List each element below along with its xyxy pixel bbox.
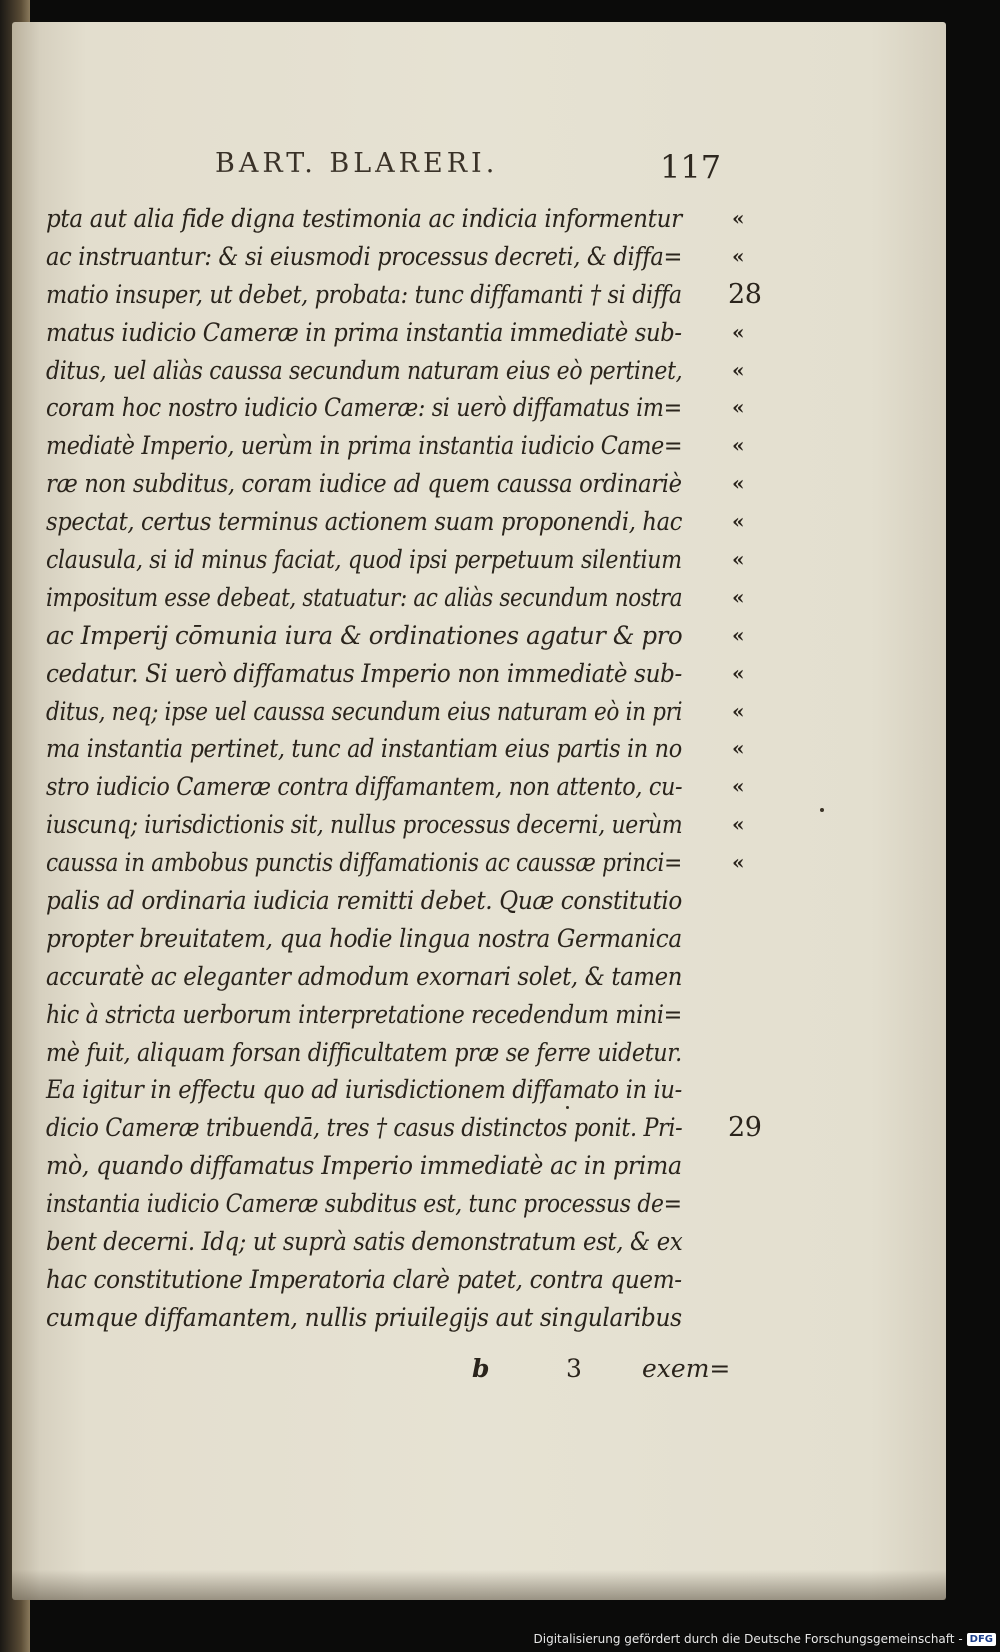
dfg-logo-icon: DFG <box>967 1633 996 1646</box>
running-head: BART. BLARERI. <box>215 148 499 179</box>
digitization-credit <box>534 1628 997 1650</box>
text-line <box>46 465 745 503</box>
text-line <box>46 1109 762 1147</box>
text-line <box>46 617 745 655</box>
line-text: ma instantia pertinet, tunc ad instantiam eius partis in no <box>46 734 682 764</box>
margin-quote-mark: « <box>732 319 745 344</box>
line-text: caussa in ambobus punctis diffamationis ac caussæ princi= <box>46 848 682 878</box>
margin-quote-mark: « <box>732 471 745 496</box>
text-line <box>46 238 745 276</box>
text-line <box>46 200 745 238</box>
margin-quote-mark: « <box>732 433 745 458</box>
page-number: 117 <box>660 148 722 186</box>
margin-quote-mark: « <box>732 622 745 647</box>
line-text: ræ non subditus, coram iudice ad quem caussa ordinariè <box>46 469 682 499</box>
paper-speck <box>820 808 824 812</box>
paper-speck <box>566 1106 569 1109</box>
line-text: hac constitutione Imperatoria clarè patet, contra quem- <box>46 1264 682 1294</box>
text-line <box>46 1185 726 1223</box>
line-text: propter breuitatem, qua hodie lingua nostra Germanica <box>46 923 682 953</box>
text-line <box>46 693 745 731</box>
margin-quote-mark: « <box>732 584 745 609</box>
line-text: mediatè Imperio, uerùm in prima instantia iudicio Came= <box>46 431 683 461</box>
line-text: stro iudicio Cameræ contra diffamantem, non attento, cu- <box>46 772 683 802</box>
margin-quote-mark: « <box>732 774 745 799</box>
text-line <box>46 920 726 958</box>
text-line <box>46 1071 726 1109</box>
line-text: dicio Cameræ tribuendā, tres † casus distinctos ponit. Pri- <box>46 1113 683 1143</box>
line-text: mò, quando diffamatus Imperio immediatè ac in prima <box>46 1151 682 1181</box>
signature-letter: b <box>472 1354 490 1383</box>
text-line <box>46 655 745 693</box>
credit-text: Digitalisierung gefördert durch die Deutsche Forschungsgemeinschaft - <box>533 1632 963 1646</box>
text-line <box>46 579 745 617</box>
text-line <box>46 352 745 390</box>
line-text: ac instruantur: & si eiusmodi processus decreti, & diffa= <box>46 241 683 271</box>
line-text: clausula, si id minus faciat, quod ipsi perpetuum silentium <box>46 545 682 575</box>
text-line <box>46 314 745 352</box>
line-text: coram hoc nostro iudicio Cameræ: si uerò diffamatus im= <box>46 393 682 423</box>
signature-line <box>46 1354 731 1394</box>
margin-note-number: 28 <box>728 278 762 310</box>
line-text: cumque diffamantem, nullis priuilegijs aut singularibus <box>46 1302 682 1332</box>
line-text: hic à stricta uerborum interpretatione recedendum mini= <box>46 999 682 1029</box>
line-text: spectat, certus terminus actionem suam proponendi, hac <box>46 507 683 537</box>
line-text: ditus, uel aliàs caussa secundum naturam eius eò pertinet, <box>46 355 683 385</box>
line-text: cedatur. Si uerò diffamatus Imperio non immediatè sub- <box>46 658 682 688</box>
text-line <box>46 844 745 882</box>
text-line <box>46 427 745 465</box>
text-line <box>46 1299 726 1337</box>
line-text: palis ad ordinaria iudicia remitti debet. Quæ constitutio <box>46 886 682 916</box>
margin-quote-mark: « <box>732 698 745 723</box>
line-text: bent decerni. Idq; ut suprà satis demonstratum est, & ex <box>46 1227 683 1257</box>
text-line <box>46 958 726 996</box>
text-line <box>46 996 726 1034</box>
line-text: iuscunq; iurisdictionis sit, nullus processus decerni, uerùm <box>46 810 683 840</box>
page-shadow <box>12 1570 946 1600</box>
body-text <box>46 200 762 1337</box>
margin-note-number: 29 <box>728 1112 762 1144</box>
text-line <box>46 276 762 314</box>
margin-quote-mark: « <box>732 243 745 268</box>
text-line <box>46 1223 726 1261</box>
margin-quote-mark: « <box>732 547 745 572</box>
line-text: impositum esse debeat, statuatur: ac aliàs secundum nostra <box>46 582 683 612</box>
text-line <box>46 541 745 579</box>
line-text: mè fuit, aliquam forsan difficultatem præ se ferre uidetur. <box>46 1037 682 1067</box>
text-line <box>46 1261 726 1299</box>
line-text: matus iudicio Cameræ in prima instantia immediatè sub- <box>46 317 682 347</box>
margin-quote-mark: « <box>732 509 745 534</box>
text-line <box>46 389 745 427</box>
margin-quote-mark: « <box>732 357 745 382</box>
catchword: exem= <box>642 1354 731 1383</box>
line-text: ac Imperij cōmunia iura & ordinationes agatur & pro <box>46 620 683 650</box>
line-text: accuratè ac eleganter admodum exornari solet, & tamen <box>46 961 683 991</box>
text-line <box>46 768 745 806</box>
text-line <box>46 1147 726 1185</box>
line-text: instantia iudicio Cameræ subditus est, tunc processus de= <box>46 1189 682 1219</box>
text-line <box>46 503 745 541</box>
margin-quote-mark: « <box>732 395 745 420</box>
line-text: Ea igitur in effectu quo ad iurisdictionem diffamato in iu- <box>46 1075 682 1105</box>
signature-number: 3 <box>566 1354 582 1383</box>
text-line <box>46 806 745 844</box>
margin-quote-mark: « <box>732 736 745 761</box>
line-text: matio insuper, ut debet, probata: tunc diffamanti † si diffa <box>46 279 682 309</box>
line-text: ditus, neq; ipse uel caussa secundum eius naturam eò in pri <box>46 696 683 726</box>
margin-quote-mark: « <box>732 660 745 685</box>
line-text: pta aut alia fide digna testimonia ac indicia informentur <box>46 204 682 233</box>
text-line <box>46 1034 726 1072</box>
text-line <box>46 730 745 768</box>
text-line <box>46 882 726 920</box>
margin-quote-mark: « <box>732 850 745 875</box>
margin-quote-mark: « <box>732 206 745 230</box>
margin-quote-mark: « <box>732 812 745 837</box>
